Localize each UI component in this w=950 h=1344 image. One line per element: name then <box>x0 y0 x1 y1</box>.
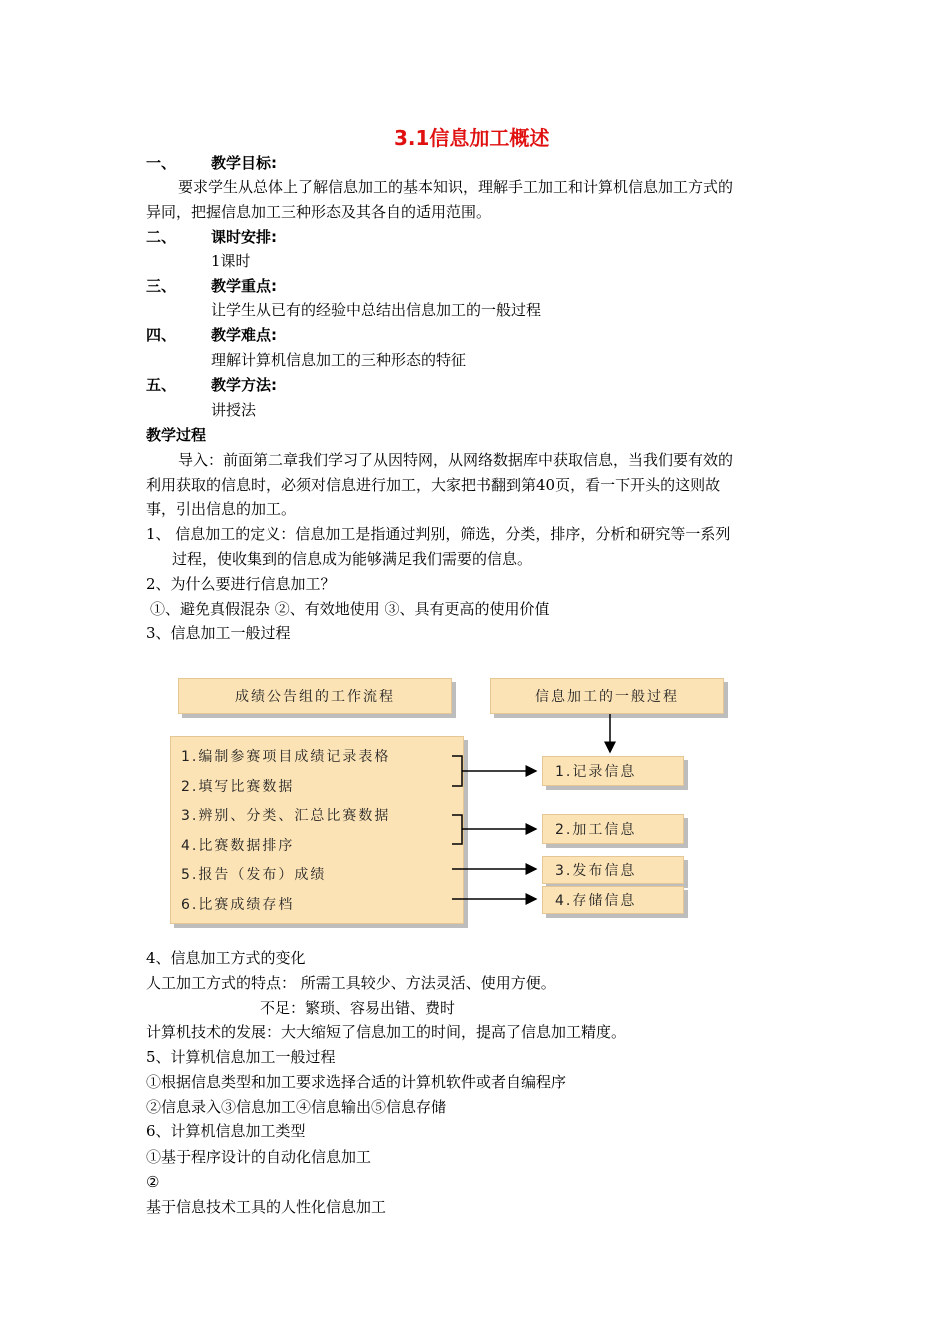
section-body-line: 讲授法 <box>211 401 257 419</box>
process-diagram <box>170 672 740 924</box>
section-body-line: 1课时 <box>211 252 251 270</box>
section-heading: 教学难点: <box>211 326 277 344</box>
section-body-line: 理解计算机信息加工的三种形态的特征 <box>211 351 467 369</box>
workflow-step: 2.填写比赛数据 <box>181 778 295 795</box>
workflow-step: 3.辨别、分类、汇总比赛数据 <box>181 808 391 824</box>
item-4: 4、信息加工方式的变化 <box>146 949 306 967</box>
stage-label: 4.存储信息 <box>555 893 637 909</box>
item-1-line: 1、 信息加工的定义：信息加工是指通过判别，筛选，分类，排序，分析和研究等一系列 <box>146 525 731 543</box>
section-body-line: 异同，把握信息加工三种形态及其各自的适用范围。 <box>146 203 492 221</box>
section-number: 三、 <box>146 277 177 295</box>
intro-line: 导入：前面第二章我们学习了从因特网，从网络数据库中获取信息，当我们要有效的 <box>178 451 734 469</box>
workflow-step: 6.比赛成绩存档 <box>181 896 295 913</box>
page-title: 3.1信息加工概述 <box>394 126 550 150</box>
section-number: 五、 <box>146 376 177 394</box>
stage-label: 3.发布信息 <box>555 863 637 879</box>
workflow-step: 1.编制参赛项目成绩记录表格 <box>181 749 391 765</box>
workflow-step: 4.比赛数据排序 <box>181 837 295 854</box>
workflow-step: 5.报告（发布）成绩 <box>181 867 327 883</box>
item-6-type-b: ② <box>146 1173 160 1191</box>
item-3: 3、信息加工一般过程 <box>146 624 291 642</box>
diagram-connectors <box>170 672 740 924</box>
connector-bracket <box>452 756 462 786</box>
item-5-step-a: ①根据信息类型和加工要求选择合适的计算机软件或者自编程序 <box>146 1073 567 1091</box>
connector-bracket <box>452 815 462 844</box>
manual-features: 人工加工方式的特点： 所需工具较少、方法灵活、使用方便。 <box>146 974 556 992</box>
computer-development: 计算机技术的发展：大大缩短了信息加工的时间，提高了信息加工精度。 <box>146 1023 627 1041</box>
item-6: 6、计算机信息加工类型 <box>146 1122 306 1140</box>
section-number: 四、 <box>146 326 177 344</box>
process-heading: 教学过程 <box>146 426 207 444</box>
section-heading: 教学方法: <box>211 376 277 394</box>
item-2-answer: ①、避免真假混杂 ②、有效地使用 ③、具有更高的使用价值 <box>150 600 550 618</box>
manual-shortcomings: 不足：繁琐、容易出错、费时 <box>260 999 456 1017</box>
section-number: 二、 <box>146 228 177 246</box>
item-5-step-b: ②信息录入③信息加工④信息输出⑤信息存储 <box>146 1098 447 1116</box>
section-number: 一、 <box>146 154 177 172</box>
workflow-title: 成绩公告组的工作流程 <box>235 689 395 705</box>
intro-line: 利用获取的信息时，必须对信息进行加工，大家把书翻到第40页，看一下开头的这则故 <box>146 476 721 494</box>
item-1-line: 过程，使收集到的信息成为能够满足我们需要的信息。 <box>172 550 533 568</box>
item-2: 2、为什么要进行信息加工？ <box>146 575 336 593</box>
stage-label: 1.记录信息 <box>555 764 637 780</box>
section-body-line: 要求学生从总体上了解信息加工的基本知识，理解手工加工和计算机信息加工方式的 <box>178 178 734 196</box>
item-5: 5、计算机信息加工一般过程 <box>146 1048 336 1066</box>
section-heading: 教学重点: <box>211 277 277 295</box>
item-6-type-b-text: 基于信息技术工具的人性化信息加工 <box>146 1198 387 1216</box>
stage-label: 2.加工信息 <box>555 822 637 838</box>
intro-line: 事，引出信息的加工。 <box>146 500 297 518</box>
section-body-line: 让学生从已有的经验中总结出信息加工的一般过程 <box>211 301 542 319</box>
section-heading: 课时安排: <box>211 228 277 246</box>
item-6-type-a: ①基于程序设计的自动化信息加工 <box>146 1148 372 1166</box>
general-process-title: 信息加工的一般过程 <box>535 689 679 705</box>
section-heading: 教学目标: <box>211 154 277 172</box>
